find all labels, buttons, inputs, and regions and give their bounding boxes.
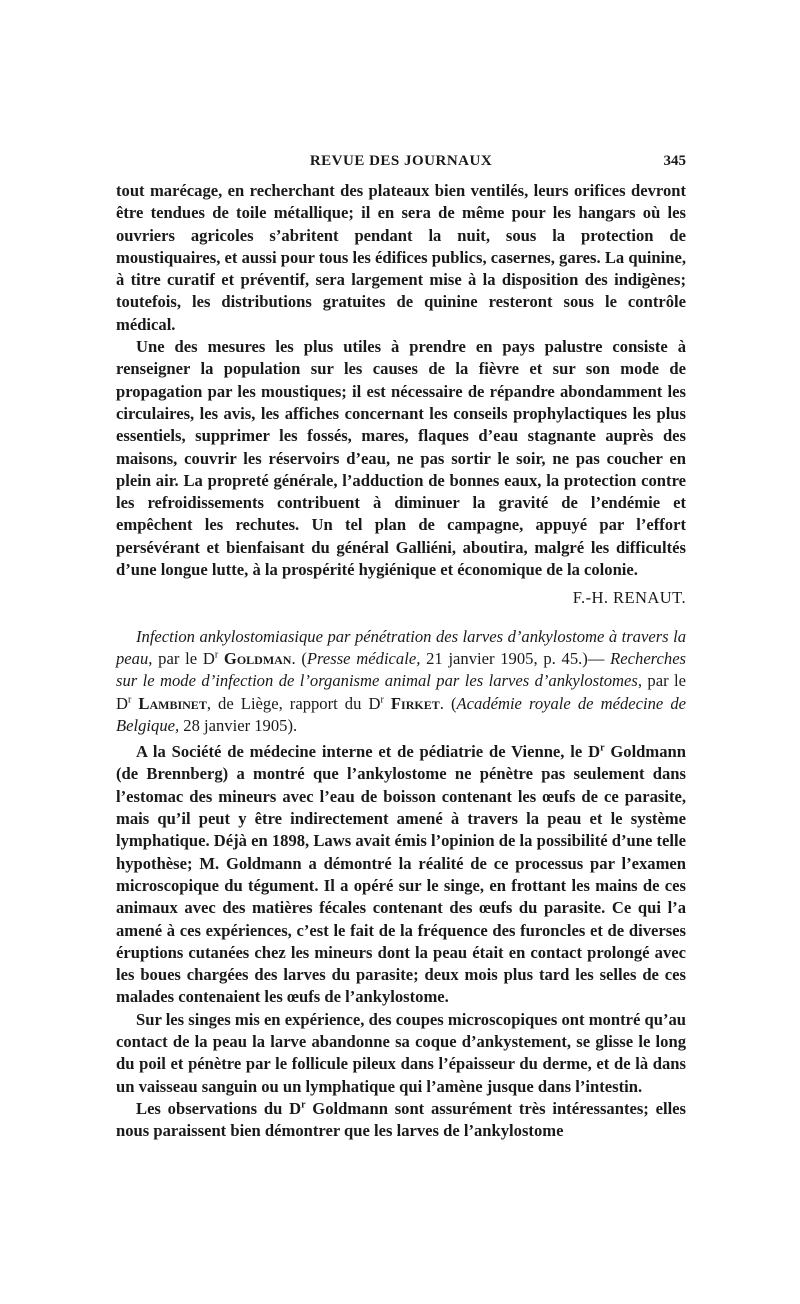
ankylostome-paragraph-2: Sur les singes mis en expérience, des coupes microscopiques ont montré qu’au contact de la peau la larve abandonne sa coque d’ankystement, se glisse le long du poil et pénètre par le follicule pileux dans l’épaisseur du derme, et de là dans un vaisseau sanguin ou un lymphatique qui l’amène jusque dans l’intestin.: [116, 1009, 686, 1096]
citation-by-1: par le D: [152, 648, 215, 668]
citation-by-2: par le D: [116, 671, 686, 713]
ankylostome-paragraph-1-rest: Goldmann (de Brennberg) a montré que l’ankylostome ne pénètre pas seulement dans l’estomac des mineurs avec l’eau de boisson contenant les œufs de ce parasite, mais qu’il peut y être indirectement amené à travers la peau et le système lymphatique. Déjà en 1898, Laws avait émis l’opinion de la possibilité d’une telle hypothèse; M. Goldmann a démontré la réalité de ce processus par l’examen microscopique du tégument. Il a opéré sur le singe, en frottant les mains de ces animaux avec des matières fécales contenant des œufs du parasite. Ce qui l’a amené à ces expériences, c’est le fait de la fréquence des furoncles et de diverses éruptions cutanées chez les mineurs dont la peau était en contact prolongé avec les boues chargées des larves du parasite; deux mois plus tard les selles de ces malades contenaient les œufs de l’ankylostome.: [116, 742, 686, 1007]
citation-journal-1: Presse médicale,: [306, 648, 421, 668]
citation-author-1: Goldman: [218, 648, 292, 668]
ankylostome-paragraph-3-sup: r: [301, 1099, 306, 1111]
citation-sup-2: r: [127, 694, 132, 705]
article-citation: Infection ankylostomiasique par pénétration des larves d’ankylostome à travers la peau, par le $D^r$ Goldman. (Presse médicale, 21 janvier 1905, p. 45.)— Recherches sur le mode d’infection de l’organisme animal par les larves d’ankylostomes, par le $D^r$ Lambinet, de Liège, rapport du $D^r$ Firket. (Académie royale de médecine de Belgique, 28 janvier 1905).: [116, 626, 687, 735]
ankylostome-paragraph-3-start: Les observations du D: [136, 1098, 302, 1118]
journal-page: [116, 150, 686, 1142]
malaria-paragraph-2: Une des mesures les plus utiles à prendre en pays palustre consiste à renseigner la population sur les causes de la fièvre et sur son mode de propagation par les moustiques; il est nécessaire de répandre abondamment les circulaires, les avis, les affiches concernant les conseils prophylactiques les plus essentiels, supprimer les fossés, mares, flaques d’eau stagnante auprès des maisons, couvrir les réservoirs d’eau, ne pas sortir le soir, ne pas coucher en plein air. La propreté générale, l’adduction de bonnes eaux, la protection contre les refroidissements contribuent à diminuer la gravité de l’endémie et empêchent les rechutes. Un tel plan de campagne, appuyé par l’effort persévérant et bienfaisant du général Galliéni, aboutira, malgré les difficultés d’une longue lutte, à la prospérité hygiénique et économique de la colonie.: [116, 337, 686, 580]
citation-sup-3: r: [380, 694, 384, 705]
ankylostome-paragraph-1-start: A la Société de médecine interne et de pédiatrie de Vienne, le D: [136, 742, 601, 762]
citation-author-3: Firket: [383, 693, 440, 713]
ankylostome-paragraph-3-rest: Goldmann sont assurément très intéressantes; elles nous paraissent bien démontrer que les larves de l’ankylostome: [116, 1098, 687, 1141]
citation-author-2: Lambinet: [131, 693, 207, 713]
signature-surname: ENAUT.: [624, 588, 686, 608]
citation-place-2: , de Liège, rapport du D: [206, 693, 381, 713]
signature-initials: F.-H. R: [572, 588, 625, 608]
citation-title-1: Infection ankylostomiasique par pénétration des larves d’ankylostome à travers la peau,: [116, 626, 686, 668]
malaria-paragraph-1: tout marécage, en recherchant des plateaux bien ventilés, leurs orifices devront être tendues de toile métallique; il en sera de même pour les hangars où les ouvriers agricoles s’abritent pendant la nuit, sous la protection de moustiquaires, et aussi pour tous les édifices publics, casernes, gares. La quinine, à titre curatif et préventif, sera largement mise à la disposition des indigènes; toutefois, les distributions gratuites de quinine resteront sous le contrôle médical.: [116, 181, 686, 334]
citation-date-1: 21 janvier 1905, p. 45.)—: [420, 648, 611, 668]
citation-sup-1: r: [214, 649, 219, 661]
citation-date-2: 28 janvier 1905).: [179, 715, 298, 735]
running-title: REVUE DES JOURNAUX: [309, 153, 493, 169]
running-header: [116, 150, 686, 174]
citation-title-2: Recherches sur le mode d’infection de l’organisme animal par les larves d’ankylostomes,: [116, 648, 687, 691]
citation-journal-2: Académie royale de médecine de Belgique,: [116, 693, 686, 735]
author-signature: [116, 587, 686, 609]
ankylostome-paragraph-3: [116, 1098, 686, 1143]
page-number: 345: [663, 153, 686, 169]
ankylostome-paragraph-1: [116, 741, 686, 1009]
ankylostome-paragraph-1-sup: r: [600, 742, 605, 754]
